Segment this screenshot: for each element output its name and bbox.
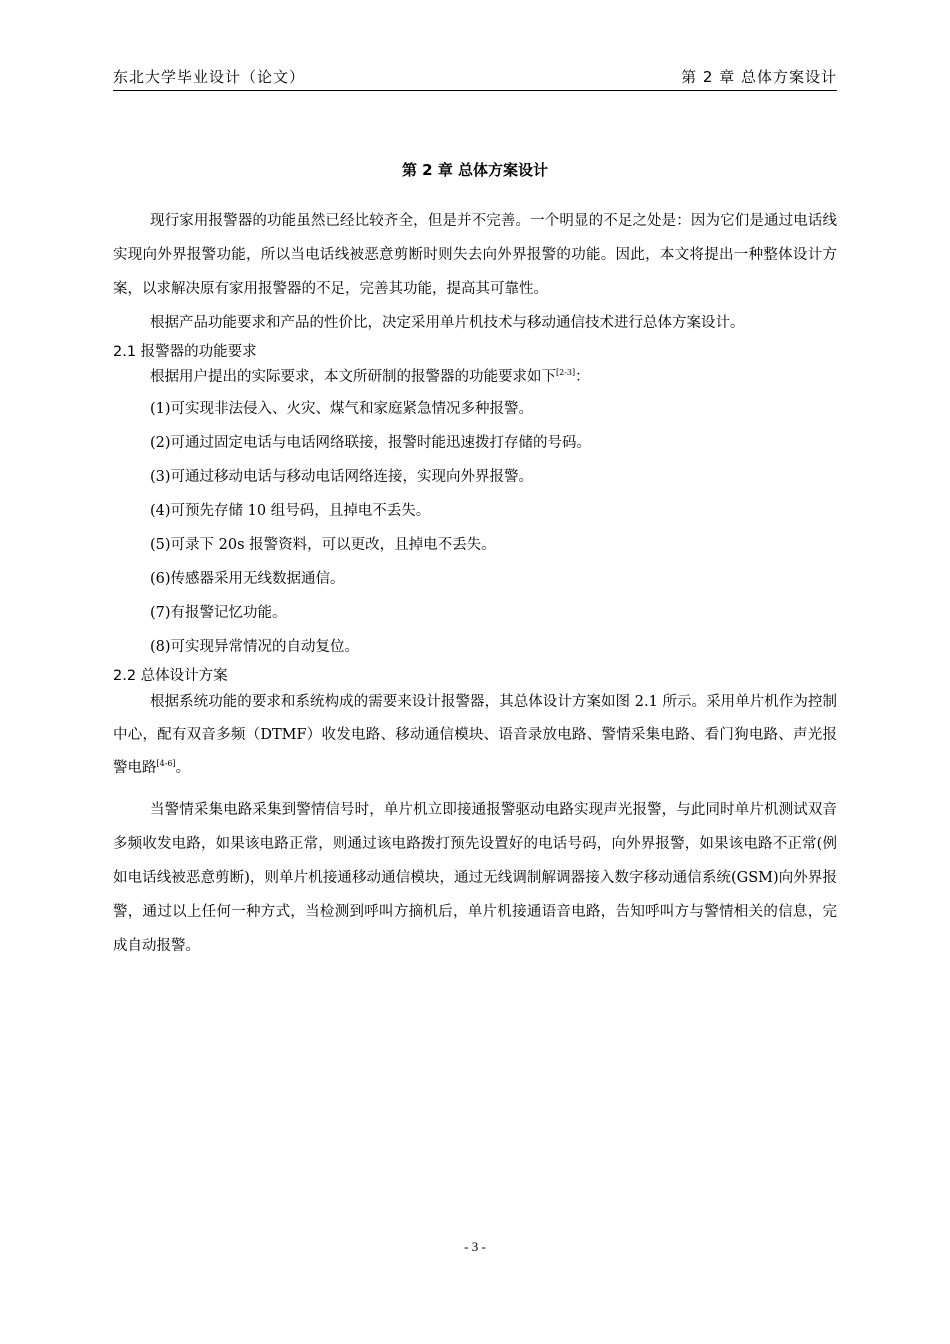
list-item: (1)可实现非法侵入、火灾、煤气和家庭紧急情况多种报警。 (150, 401, 534, 417)
citation-2-3: [2-3] (556, 368, 576, 378)
section-2-1-lead-end: ： (575, 369, 590, 385)
list-item: (2)可通过固定电话与电话网络联接，报警时能迅速拨打存储的号码。 (150, 435, 592, 451)
section-2-2-paragraph-2: 当警情采集电路采集到警情信号时，单片机立即接通报警驱动电路实现声光报警，与此同时单片机测试双音多频收发电路，如果该电路正常，则通过该电路拨打预先设置好的电话号码，向外界报警，如果该电路不正常(例如电话线被恶意剪断)，则单片机接通移动通信模块，通过无线调制解调器接入数字移动通信系统(GSM)向外界报警，通过以上任何一种方式，当检测到呼叫方摘机后，单片机接通语音电路，告知呼叫方与警情相关的信息，完成自动报警。 (113, 802, 837, 954)
section-2-1-lead-text: 根据用户提出的实际要求，本文所研制的报警器的功能要求如下 (150, 369, 556, 385)
section-2-2-paragraph-1 (113, 686, 837, 785)
requirements-list (113, 392, 837, 664)
section-2-2-heading: 2.2 总体设计方案 (113, 668, 228, 684)
section-2-2-paragraph-1-end: 。 (175, 760, 191, 776)
list-item: (8)可实现异常情况的自动复位。 (150, 639, 360, 655)
section-2-2-paragraph-1-text: 根据系统功能的要求和系统构成的需要来设计报警器，其总体设计方案如图 2.1 所示。采用单片机作为控制中心，配有双音多频（DTMF）收发电路、移动通信模块、语音录放电路、警情采集电路、看门狗电路、声光报警电路 (113, 694, 837, 776)
list-item: (6)传感器采用无线数据通信。 (150, 571, 345, 587)
list-item: (3)可通过移动电话与移动电话网络连接，实现向外界报警。 (150, 469, 534, 485)
section-2-1-lead (113, 362, 837, 392)
intro-paragraph-2: 根据产品功能要求和产品的性价比，决定采用单片机技术与移动通信技术进行总体方案设计。 (150, 315, 745, 331)
page-content (113, 204, 837, 963)
list-item: (7)有报警记忆功能。 (150, 605, 287, 621)
chapter-title: 第 2 章 总体方案设计 (401, 161, 549, 179)
list-item: (5)可录下 20s 报警资料，可以更改，且掉电不丢失。 (150, 537, 496, 553)
intro-paragraph-1: 现行家用报警器的功能虽然已经比较齐全，但是并不完善。一个明显的不足之处是：因为它们是通过电话线实现向外界报警功能，所以当电话线被恶意剪断时则失去向外界报警的功能。因此，本文将提出一种整体设计方案，以求解决原有家用报警器的不足，完善其功能，提高其可靠性。 (113, 213, 837, 297)
header-thesis-title: 东北大学毕业设计（论文） (113, 68, 306, 86)
page-header (113, 64, 837, 91)
section-2-1-heading: 2.1 报警器的功能要求 (113, 344, 257, 360)
header-chapter-title: 第 2 章 总体方案设计 (681, 68, 837, 86)
citation-4-6: [4-6] (156, 759, 176, 769)
page-number: - 3 - (464, 1239, 486, 1254)
list-item: (4)可预先存储 10 组号码，且掉电不丢失。 (150, 503, 431, 519)
